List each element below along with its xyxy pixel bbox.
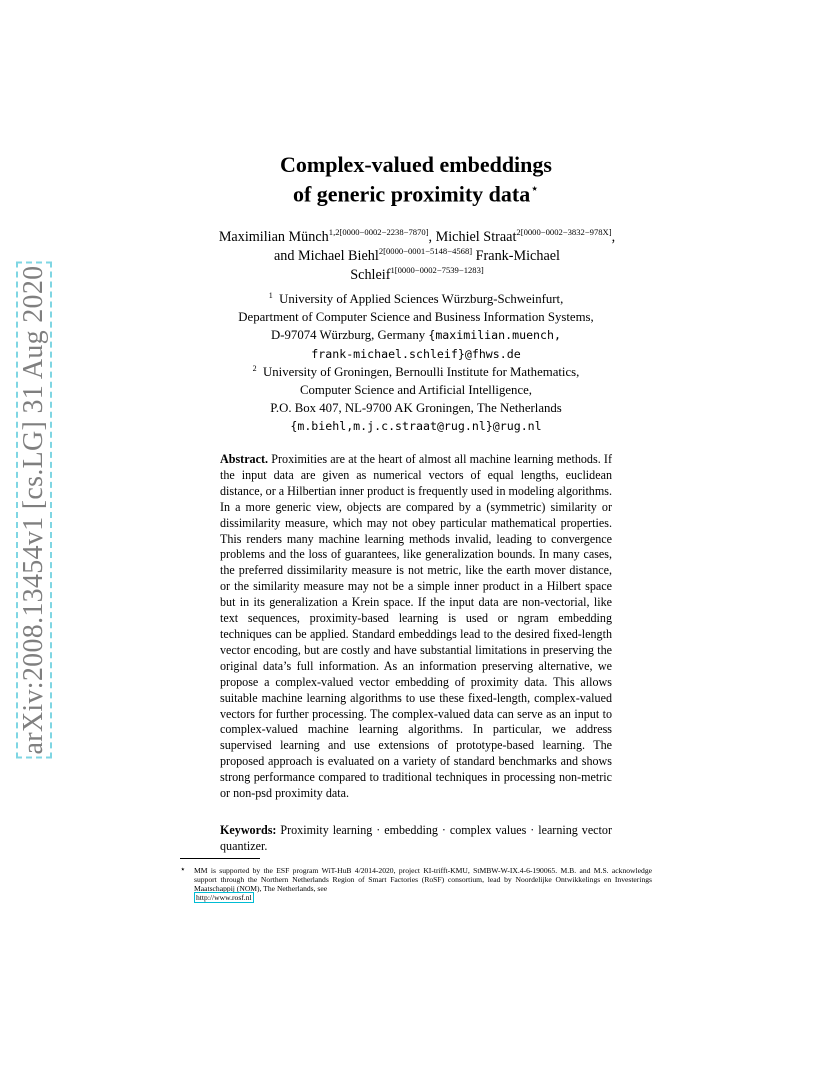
abstract <box>220 452 612 802</box>
title-line-1: Complex-valued embeddings <box>280 152 552 177</box>
affiliation-1-line-1 <box>180 290 652 308</box>
affiliation-text: D-97074 Würzburg, Germany <box>271 328 426 343</box>
affiliation-1-line-2: Department of Computer Science and Business Information Systems, <box>238 310 594 325</box>
author-name: Frank-Michael <box>475 248 560 264</box>
email-address: frank-michael.schleif}@fhws.de <box>311 346 521 361</box>
author-orcid: 1,2[0000−0002−2238−7870] <box>328 227 429 237</box>
affiliation-1-line-4 <box>180 345 652 363</box>
footnote-star: ⋆ <box>180 864 186 874</box>
affiliation-number: 1 <box>268 291 273 300</box>
affiliations <box>180 290 652 436</box>
footnote-body <box>194 866 652 902</box>
footnote <box>180 866 652 902</box>
affiliation-2-line-3: P.O. Box 407, NL-9700 AK Groningen, The Netherlands <box>270 401 562 416</box>
abstract-text: Proximities are at the heart of almost all machine learning methods. If the input data are given as numerical vectors of equal lengths, euclidean distance, or a Hilbertian inner product is frequently used in modeling algorithms. In a more generic view, objects are compared by a (symmetric) similarity or dissimilarity measure, which may not obey particular mathematical properties. This renders many machine learning methods invalid, leading to convergence problems and the loss of guarantees, like generalization bounds. In many cases, the preferred dissimilarity measure is not metric, like the earth mover distance, or the similarity measure may not be a simple inner product in a Hilbert space but in its generalization a Krein space. If the input data are non-vectorial, like text sequences, proximity-based learning is used or ngram embedding techniques can be applied. Standard embeddings lead to the desired fixed-length vector encoding, but are costly and have substantial limitations in preserving the original data’s full information. As an information preserving alternative, we propose a complex-valued vector embedding of proximity data. This allows suitable machine learning algorithms to use these fixed-length, complex-valued vectors for further processing. The complex-valued data can serve as an input to complex-valued machine learning algorithms. In particular, we address supervised learning and use extensions of prototype-based learning. The proposed approach is evaluated on a variety of standard benchmarks and shows strong performance compared to traditional techniques in processing non-metric or non-psd proximity data. <box>220 452 612 801</box>
affiliation-text: University of Groningen, Bernoulli Institute for Mathematics, <box>263 364 580 379</box>
keywords-text: Proximity learning · embedding · complex values · learning vector quantizer. <box>220 823 612 853</box>
author-orcid: 2[0000−0002−3832−978X] <box>516 227 612 237</box>
footnote-rule <box>180 858 260 859</box>
email-address: {m.biehl,m.j.c.straat@rug.nl}@rug.nl <box>290 419 542 434</box>
author-orcid: 2[0000−0001−5148−4568] <box>378 246 473 256</box>
title-footnote-star: ⋆ <box>530 182 540 197</box>
affiliation-text: University of Applied Sciences Würzburg-Schweinfurt, <box>279 292 564 306</box>
affiliation-number: 2 <box>252 363 257 373</box>
affiliation-2-line-1 <box>180 363 652 381</box>
author-name: Schleif <box>350 267 391 283</box>
affiliation-2-line-4 <box>180 417 652 435</box>
author-line-2 <box>172 247 662 266</box>
author-orcid: 1[0000−0002−7539−1283] <box>390 265 484 275</box>
author-list <box>172 228 662 285</box>
title-line-2 <box>180 177 652 206</box>
abstract-label: Abstract. <box>220 452 269 466</box>
author-name: and Michael Biehl <box>274 248 379 264</box>
keywords-label: Keywords: <box>220 823 277 837</box>
arxiv-stamp-text: arXiv:2008.13454v1 [cs.LG] 31 Aug 2020 <box>16 262 52 759</box>
keywords <box>220 823 612 855</box>
title-line-2-text: of generic proximity data <box>292 181 531 207</box>
paper-title <box>180 152 652 206</box>
footnote-text: MM is supported by the ESF program WiT-HuB 4/2014-2020, project KI-trifft-KMU, StMBW-W-IX.4-6-190065. M.B. and M.S. acknowledge support through the Northern Netherlands Region of Smart Factories (RoSF) consortium, lead by Noordelijke Ontwikkelings en Investerings Maatschappij (NOM), The Netherlands, see <box>194 866 652 893</box>
author-name: Maximilian Münch <box>218 229 329 245</box>
author-name: Michiel Straat <box>435 229 517 245</box>
author-line-1: Maximilian Münch$^{1,2[0000-0002-2238-7870]}$, Michiel Straat$^{2[0000-0002-3832-978X]}$, <box>218 227 616 245</box>
affiliation-1-line-3 <box>180 326 652 344</box>
email-address: {maximilian.muench, <box>428 328 561 343</box>
footnote-link[interactable]: http://www.rosf.nl <box>196 893 252 902</box>
author-line-3 <box>172 266 662 285</box>
affiliation-2-line-2: Computer Science and Artificial Intelligence, <box>299 383 533 398</box>
